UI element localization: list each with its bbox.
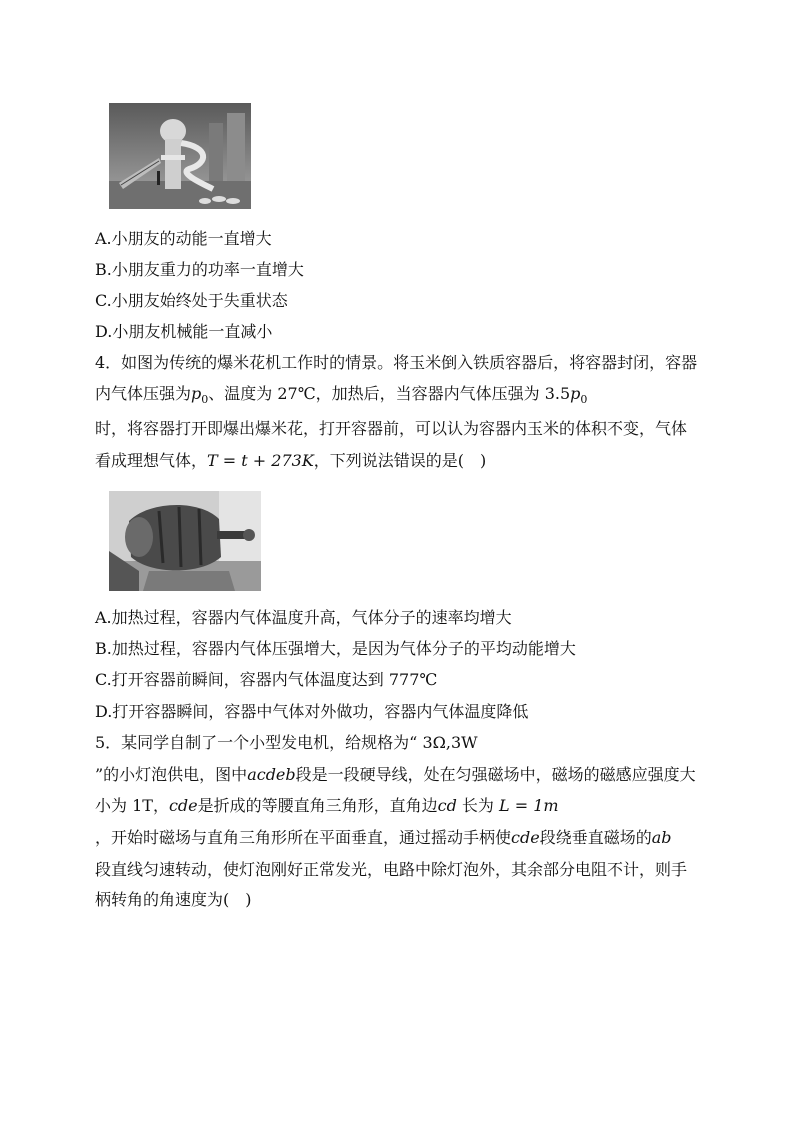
- q4-text: ，下列说法错误的是( ): [313, 451, 487, 470]
- q4-stem-line1: 4．如图为传统的爆米花机工作时的情景。将玉米倒入铁质容器后，将容器封闭，容器: [95, 353, 698, 372]
- q5-stem-line1: 5．某同学自制了一个小型发电机，给规格为“ 3Ω,3W: [95, 733, 478, 752]
- q5-var: cd: [437, 796, 457, 815]
- q4-sub: 0: [580, 393, 588, 406]
- q5-text: 段是一段硬导线，处在匀强磁场中，磁场的磁感应强度大: [295, 765, 696, 784]
- q5-text: 是折成的等腰直角三角形，直角边: [197, 796, 438, 815]
- q4-var-p: p: [191, 384, 202, 403]
- q5-text: 小为 1T，: [95, 796, 169, 815]
- q5-text: ”的小灯泡供电，图中: [95, 765, 248, 784]
- q5-text: ，开始时磁场与直角三角形所在平面垂直，通过摇动手柄使: [95, 828, 512, 847]
- q5-text: 长为: [456, 796, 500, 815]
- q5-var: ab: [651, 828, 672, 847]
- q4-option-a: A.加热过程，容器内气体温度升高，气体分子的速率均增大: [95, 608, 512, 627]
- q5-stem-line3: [95, 796, 559, 816]
- q4-option-c: C.打开容器前瞬间，容器内气体温度达到 777℃: [95, 670, 438, 689]
- q4-var-p: p: [570, 384, 581, 403]
- q4-text: 、温度为 27℃，加热后，当容器内气体压强为 3.5: [208, 384, 571, 403]
- q5-text: 段绕垂直磁场的: [539, 828, 652, 847]
- popcorn-machine-photo: [109, 491, 261, 591]
- q4-text: 内气体压强为: [95, 384, 192, 403]
- q3-option-c: C.小朋友始终处于失重状态: [95, 291, 288, 310]
- q5-stem-line6: 柄转角的角速度为( ): [95, 890, 252, 909]
- q5-var: acdeb: [247, 765, 296, 784]
- q4-stem-line4: [95, 451, 486, 471]
- q3-option-b: B.小朋友重力的功率一直增大: [95, 260, 304, 279]
- q5-stem-line4: [95, 828, 671, 848]
- q4-sub: 0: [201, 393, 209, 406]
- q5-var: cde: [168, 796, 198, 815]
- q4-formula: T = t + 273K: [207, 451, 314, 470]
- q4-stem-line3: 时，将容器打开即爆出爆米花，打开容器前，可以认为容器内玉米的体积不变，气体: [95, 419, 688, 438]
- q5-stem-line2: [95, 765, 696, 785]
- q4-option-d: D.打开容器瞬间，容器中气体对外做功，容器内气体温度降低: [95, 702, 529, 721]
- q3-option-d: D.小朋友机械能一直减小: [95, 322, 273, 341]
- q5-formula: L = 1m: [499, 796, 559, 815]
- slide-photo: [109, 103, 251, 209]
- q4-option-b: B.加热过程，容器内气体压强增大，是因为气体分子的平均动能增大: [95, 639, 576, 658]
- q4-text: 看成理想气体，: [95, 451, 208, 470]
- q5-var: cde: [511, 828, 540, 847]
- q4-stem-line2: [95, 384, 587, 410]
- q5-stem-line5: 段直线匀速转动，使灯泡刚好正常发光，电路中除灯泡外，其余部分电阻不计，则手: [95, 860, 688, 879]
- q3-option-a: A.小朋友的动能一直增大: [95, 229, 272, 248]
